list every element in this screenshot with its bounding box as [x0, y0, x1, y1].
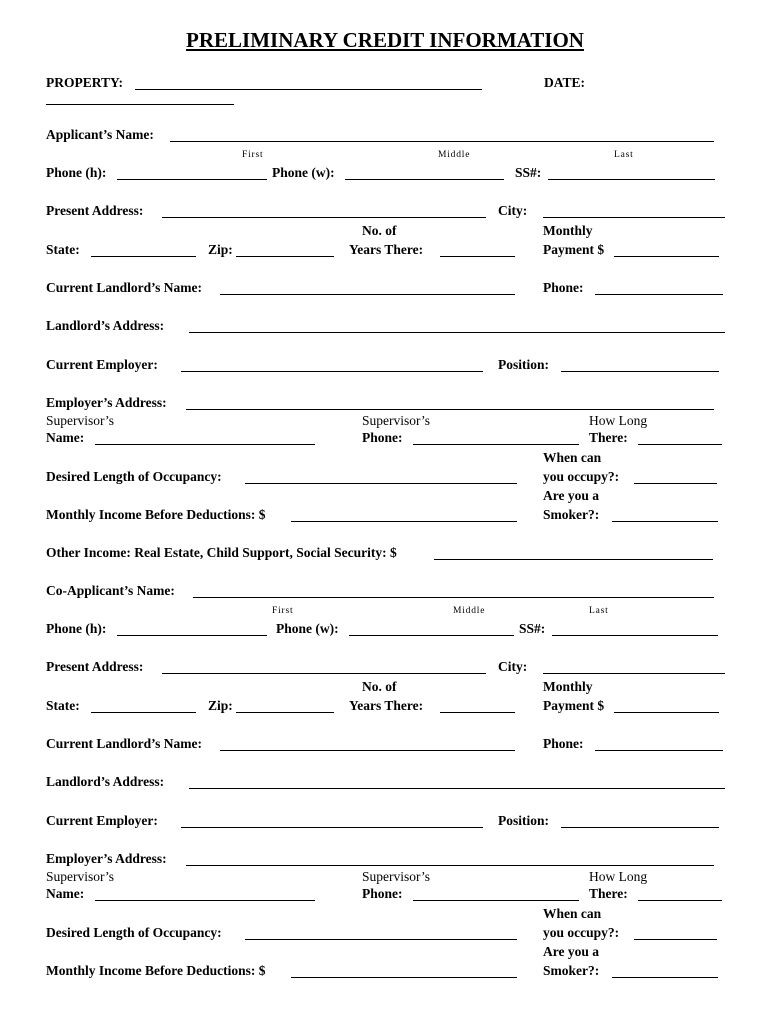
co-present-address-label: Present Address: — [46, 659, 144, 674]
co-how-long-field[interactable] — [638, 900, 722, 901]
when-can-label: When can — [543, 450, 602, 465]
co-phone-w-label: Phone (w): — [276, 621, 339, 636]
co-state-label: State: — [46, 698, 80, 713]
smoker-label: Smoker?: — [543, 507, 600, 522]
landlord-name-label: Current Landlord’s Name: — [46, 280, 202, 295]
co-income-label: Monthly Income Before Deductions: $ — [46, 963, 266, 978]
property-field[interactable] — [135, 89, 482, 90]
employer-label: Current Employer: — [46, 357, 158, 372]
coapplicant-name-field[interactable] — [193, 597, 714, 598]
property-label: PROPERTY: — [46, 75, 124, 90]
co-supervisor-phone-label: Phone: — [362, 886, 403, 901]
years-there-label: Years There: — [349, 242, 424, 257]
co-present-address-field[interactable] — [162, 673, 486, 674]
no-of-label: No. of — [362, 223, 397, 238]
co-landlord-phone-label: Phone: — [543, 736, 584, 751]
years-there-field[interactable] — [440, 256, 515, 257]
phone-h-label: Phone (h): — [46, 165, 107, 180]
employer-field[interactable] — [181, 371, 483, 372]
coapplicant-name-label: Co-Applicant’s Name: — [46, 583, 175, 598]
co-zip-field[interactable] — [236, 712, 334, 713]
date-field[interactable] — [46, 104, 234, 105]
how-long-label: How Long — [589, 413, 648, 428]
co-employer-field[interactable] — [181, 827, 483, 828]
middle-caption: Middle — [438, 150, 471, 160]
phone-w-label: Phone (w): — [272, 165, 335, 180]
co-when-can-label: When can — [543, 906, 602, 921]
present-address-field[interactable] — [162, 217, 486, 218]
co-years-there-field[interactable] — [440, 712, 515, 713]
co-are-you-a-label: Are you a — [543, 944, 599, 959]
smoker-field[interactable] — [612, 521, 718, 522]
landlord-name-field[interactable] — [220, 294, 515, 295]
co-ss-label: SS#: — [519, 621, 546, 636]
co-you-occupy-label: you occupy?: — [543, 925, 620, 940]
occupancy-field[interactable] — [245, 483, 517, 484]
co-income-field[interactable] — [291, 977, 517, 978]
co-supervisor-name-field[interactable] — [95, 900, 315, 901]
supervisor-phone-field[interactable] — [413, 444, 579, 445]
supervisor-phone-top: Supervisor’s — [362, 413, 431, 428]
co-smoker-label: Smoker?: — [543, 963, 600, 978]
co-ss-field[interactable] — [552, 635, 718, 636]
phone-h-field[interactable] — [117, 179, 267, 180]
other-income-field[interactable] — [434, 559, 713, 560]
employer-address-field[interactable] — [186, 409, 714, 410]
co-phone-h-label: Phone (h): — [46, 621, 107, 636]
landlord-phone-label: Phone: — [543, 280, 584, 295]
co-phone-w-field[interactable] — [349, 635, 514, 636]
co-city-field[interactable] — [543, 673, 725, 674]
how-long-there-label: There: — [589, 430, 628, 445]
last-caption: Last — [614, 150, 634, 160]
co-supervisor-name-top: Supervisor’s — [46, 869, 115, 884]
co-middle-caption: Middle — [453, 606, 486, 616]
co-position-label: Position: — [498, 813, 550, 828]
city-label: City: — [498, 203, 528, 218]
co-smoker-field[interactable] — [612, 977, 718, 978]
landlord-phone-field[interactable] — [595, 294, 723, 295]
co-payment-field[interactable] — [614, 712, 719, 713]
position-field[interactable] — [561, 371, 719, 372]
co-landlord-address-field[interactable] — [189, 788, 725, 789]
co-how-long-there-label: There: — [589, 886, 628, 901]
page-title: PRELIMINARY CREDIT INFORMATION — [186, 28, 584, 52]
co-last-caption: Last — [589, 606, 609, 616]
co-state-field[interactable] — [91, 712, 196, 713]
income-label: Monthly Income Before Deductions: $ — [46, 507, 266, 522]
payment-label: Payment $ — [543, 242, 605, 257]
co-no-of-label: No. of — [362, 679, 397, 694]
co-occupancy-label: Desired Length of Occupancy: — [46, 925, 222, 940]
applicant-name-label: Applicant’s Name: — [46, 127, 154, 142]
how-long-field[interactable] — [638, 444, 722, 445]
ss-label: SS#: — [515, 165, 542, 180]
zip-label: Zip: — [208, 242, 233, 257]
you-occupy-label: you occupy?: — [543, 469, 620, 484]
co-how-long-label: How Long — [589, 869, 648, 884]
co-phone-h-field[interactable] — [117, 635, 267, 636]
applicant-name-field[interactable] — [170, 141, 714, 142]
supervisor-phone-label: Phone: — [362, 430, 403, 445]
monthly-label: Monthly — [543, 223, 593, 238]
first-caption: First — [242, 150, 264, 160]
co-zip-label: Zip: — [208, 698, 233, 713]
co-occupy-date-field[interactable] — [634, 939, 717, 940]
state-label: State: — [46, 242, 80, 257]
co-occupancy-field[interactable] — [245, 939, 517, 940]
co-payment-label: Payment $ — [543, 698, 605, 713]
co-landlord-address-label: Landlord’s Address: — [46, 774, 165, 789]
state-field[interactable] — [91, 256, 196, 257]
co-landlord-phone-field[interactable] — [595, 750, 723, 751]
co-landlord-name-label: Current Landlord’s Name: — [46, 736, 202, 751]
city-field[interactable] — [543, 217, 725, 218]
co-first-caption: First — [272, 606, 294, 616]
occupy-date-field[interactable] — [634, 483, 717, 484]
landlord-address-field[interactable] — [189, 332, 725, 333]
other-income-label: Other Income: Real Estate, Child Support, Social Security: $ — [46, 545, 397, 560]
supervisor-name-top: Supervisor’s — [46, 413, 115, 428]
supervisor-name-field[interactable] — [95, 444, 315, 445]
co-employer-address-label: Employer’s Address: — [46, 851, 167, 866]
co-landlord-name-field[interactable] — [220, 750, 515, 751]
payment-field[interactable] — [614, 256, 719, 257]
position-label: Position: — [498, 357, 550, 372]
employer-address-label: Employer’s Address: — [46, 395, 167, 410]
income-field[interactable] — [291, 521, 517, 522]
co-position-field[interactable] — [561, 827, 719, 828]
are-you-a-label: Are you a — [543, 488, 599, 503]
co-supervisor-phone-field[interactable] — [413, 900, 579, 901]
co-years-there-label: Years There: — [349, 698, 424, 713]
zip-field[interactable] — [236, 256, 334, 257]
co-supervisor-name-label: Name: — [46, 886, 85, 901]
co-employer-address-field[interactable] — [186, 865, 714, 866]
date-label: DATE: — [544, 75, 586, 90]
landlord-address-label: Landlord’s Address: — [46, 318, 165, 333]
co-monthly-label: Monthly — [543, 679, 593, 694]
phone-w-field[interactable] — [345, 179, 504, 180]
co-supervisor-phone-top: Supervisor’s — [362, 869, 431, 884]
present-address-label: Present Address: — [46, 203, 144, 218]
co-city-label: City: — [498, 659, 528, 674]
supervisor-name-label: Name: — [46, 430, 85, 445]
co-employer-label: Current Employer: — [46, 813, 158, 828]
occupancy-label: Desired Length of Occupancy: — [46, 469, 222, 484]
ss-field[interactable] — [548, 179, 715, 180]
